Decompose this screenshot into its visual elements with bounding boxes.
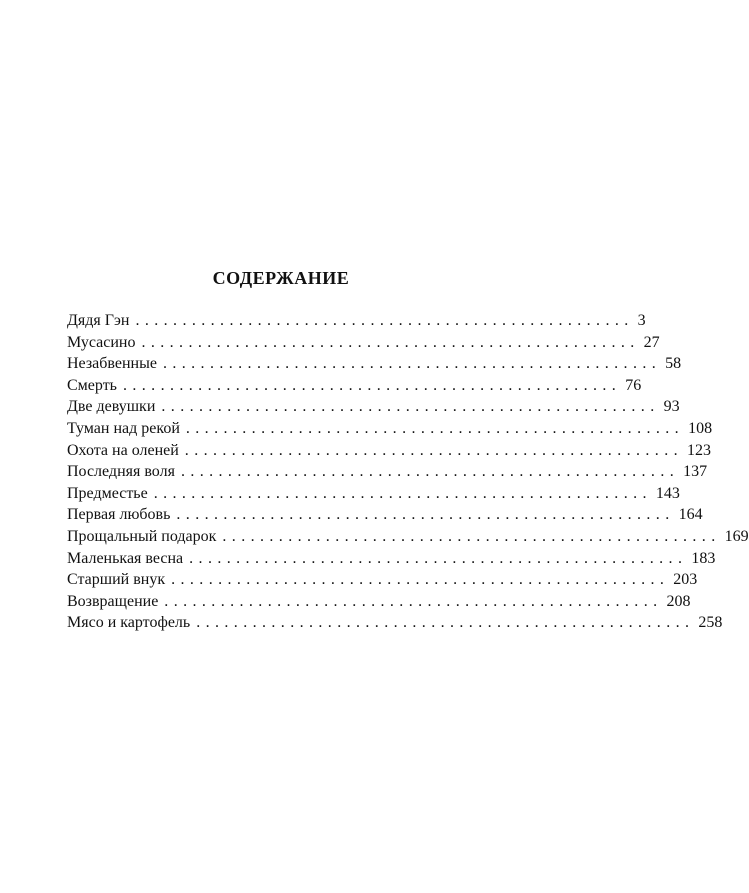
dot-leader: ..................................................... <box>176 506 675 524</box>
toc-entry <box>67 591 691 613</box>
toc-entry-title: Охота на оленей <box>67 441 179 459</box>
toc-entry <box>67 310 646 332</box>
dot-leader: ..................................................... <box>180 463 680 481</box>
toc-entry-title: Маленькая весна <box>67 549 184 567</box>
toc-entry <box>67 612 723 634</box>
toc-entry-page: 143 <box>655 484 680 502</box>
toc-entry <box>67 504 703 526</box>
toc-entry-page: 27 <box>643 333 660 351</box>
toc-entry-title: Прощальный подарок <box>67 527 217 545</box>
toc-entry <box>67 418 713 440</box>
toc-entry-page: 58 <box>665 355 682 373</box>
dot-leader: ..................................................... <box>122 376 622 394</box>
dot-leader: ..................................................... <box>189 549 688 567</box>
toc-entry-title: Мусасино <box>67 333 136 351</box>
toc-entry-page: 76 <box>625 376 642 394</box>
toc-entry <box>67 548 716 570</box>
dot-leader: ..................................................... <box>184 441 683 459</box>
toc-entry-page: 258 <box>698 614 723 632</box>
toc-entry <box>67 569 698 591</box>
toc-heading: СОДЕРЖАНИЕ <box>212 268 350 288</box>
toc-entry-title: Смерть <box>67 376 117 394</box>
toc-entry-page: 123 <box>687 441 711 459</box>
dot-leader: ..................................................... <box>196 614 695 632</box>
dot-leader: ..................................................... <box>171 571 670 589</box>
toc-entry-title: Мясо и картофель <box>67 614 191 632</box>
toc-entry-title: Незабвенные <box>67 355 157 373</box>
toc-entry <box>67 461 708 483</box>
dot-leader: ..................................................... <box>185 419 685 437</box>
toc-entry <box>67 526 749 548</box>
toc-entry <box>67 353 682 375</box>
toc-entry <box>67 332 660 354</box>
toc-entry-title: Две девушки <box>67 398 156 416</box>
toc-entry-page: 183 <box>691 549 716 567</box>
toc-entry-title: Первая любовь <box>67 506 171 524</box>
dot-leader: ..................................................... <box>153 484 652 502</box>
toc-entry-page: 208 <box>666 592 691 610</box>
toc-entry-title: Возвращение <box>67 592 159 610</box>
toc-entry-title: Последняя воля <box>67 463 175 481</box>
toc-entry-page: 93 <box>663 398 680 416</box>
toc-entry-page: 169 <box>724 527 749 545</box>
dot-leader: ..................................................... <box>161 398 660 416</box>
toc-entry-title: Дядя Гэн <box>67 312 130 329</box>
toc-entry <box>67 375 642 397</box>
dot-leader: ..................................................... <box>135 312 634 329</box>
dot-leader: ..................................................... <box>164 592 663 610</box>
toc-entry-page: 3 <box>637 312 646 329</box>
dot-leader: ..................................................... <box>141 333 640 351</box>
toc-entry-title: Туман над рекой <box>67 419 180 437</box>
toc-entry-page: 203 <box>673 571 698 589</box>
toc-entry-title: Предместье <box>67 484 148 502</box>
toc-entry <box>67 440 711 462</box>
toc-list <box>67 310 749 634</box>
dot-leader: ..................................................... <box>222 527 721 545</box>
toc-entry-page: 137 <box>683 463 708 481</box>
toc-entry <box>67 396 680 418</box>
toc-entry <box>67 483 680 505</box>
toc-entry-page: 164 <box>678 506 703 524</box>
dot-leader: ..................................................... <box>162 355 662 373</box>
toc-entry-page: 108 <box>688 419 713 437</box>
toc-entry-title: Старший внук <box>67 571 166 589</box>
